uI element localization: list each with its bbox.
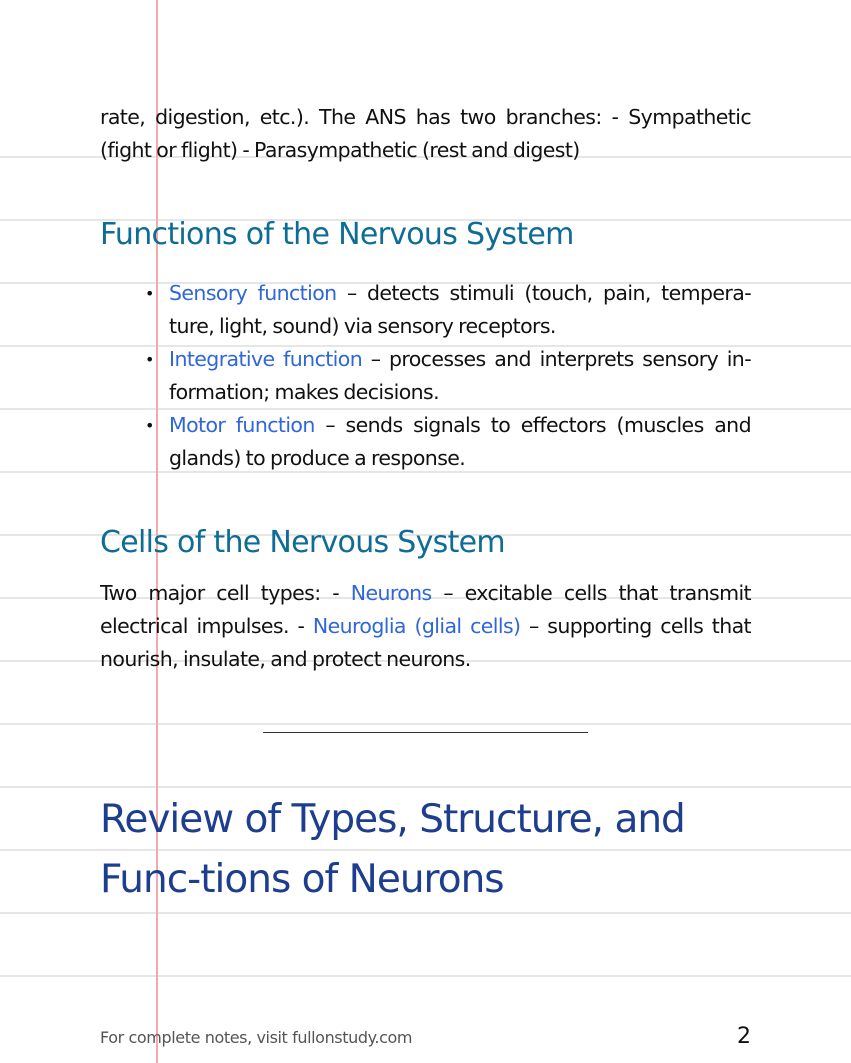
list-item-text [145, 409, 751, 475]
cells-neurons-text: – excitable cells that transmit electrical impulses. - [100, 581, 751, 638]
term-motor-function: Motor function [169, 413, 315, 437]
term-sensory-function: Sensory function [169, 281, 337, 305]
cells-paragraph [100, 577, 751, 676]
term-integrative-function: Integrative function [169, 347, 363, 371]
continued-paragraph-text: rate, digestion, etc.). The ANS has two branches: - Sympathetic (fight or flight) - Parasympathetic (rest and digest) [100, 105, 751, 162]
footer-note: For complete notes, visit fullonstudy.com [100, 1028, 413, 1047]
cells-neuroglia-text: – supporting cells that nourish, insulate, and protect neurons. [100, 614, 751, 671]
functions-list [100, 277, 751, 475]
term-neuroglia: Neuroglia (glial cells) [312, 614, 521, 638]
bullet-icon: • [145, 416, 154, 435]
section-divider [263, 732, 588, 733]
list-item-text [145, 277, 751, 343]
description-sensory-function: – detects stimuli (touch, pain, tempera-ture, light, sound) via sensory receptors. [169, 281, 751, 338]
bullet-icon: • [145, 350, 154, 369]
description-integrative-function: – processes and interprets sensory in-formation; makes decisions. [169, 347, 751, 404]
review-heading: Review of Types, Structure, and Func-tions of Neurons [100, 797, 685, 902]
functions-heading: Functions of the Nervous System [100, 217, 574, 252]
cells-intro: Two major cell types: - [100, 581, 351, 605]
page-footer [100, 1024, 751, 1054]
continued-paragraph [100, 101, 751, 167]
page-number: 2 [737, 1024, 751, 1049]
description-motor-function: – sends signals to effectors (muscles and glands) to produce a response. [169, 413, 751, 470]
notes-content [100, 100, 751, 676]
term-neurons: Neurons [350, 581, 432, 605]
bullet-icon: • [145, 284, 154, 303]
list-item-integrative [100, 343, 751, 409]
cells-heading: Cells of the Nervous System [100, 525, 505, 560]
list-item-motor [100, 409, 751, 475]
list-item-sensory [100, 277, 751, 343]
list-item-text [145, 343, 751, 409]
